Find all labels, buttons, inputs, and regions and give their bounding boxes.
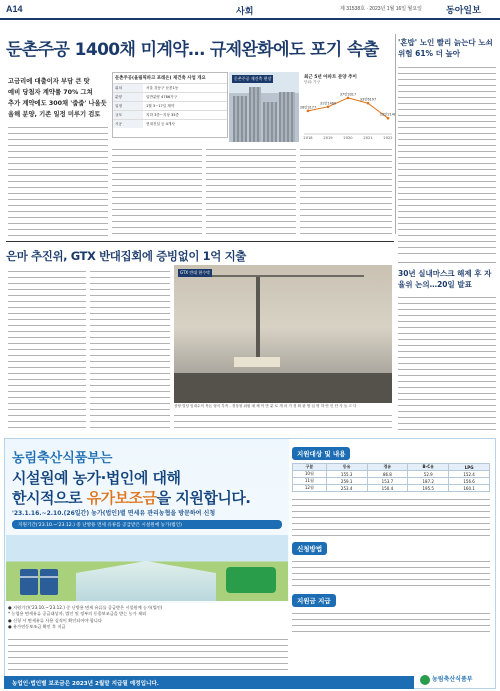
- article-text-column: [112, 146, 202, 236]
- side-headline: 30년 실내마스크 해제 후 자율위 논의…20일 발표: [398, 269, 492, 289]
- data-point: [347, 97, 350, 100]
- project-info-table: [112, 72, 228, 138]
- ad-text: [292, 558, 490, 588]
- newspaper-logo: 동아일보: [446, 5, 481, 15]
- side-text-column: [398, 294, 496, 430]
- ad-text: [292, 610, 490, 634]
- deck-line: 추가 계약에도 300채 '줍줍' 나올듯: [8, 100, 107, 107]
- column-divider: [395, 34, 396, 234]
- photo-tag: 둔촌주공 재건축 현장: [234, 76, 272, 81]
- article-text-column: [174, 412, 392, 430]
- ad-bullet: ● 신청 시 면세유류 사용 실적이 확인되어야 합니다: [8, 617, 102, 623]
- ad-section-title: 신청방법: [292, 542, 327, 555]
- section-divider: [6, 241, 394, 242]
- ad-text: [292, 496, 490, 536]
- data-point: [307, 110, 310, 113]
- x-tick-label: 2019: [323, 136, 333, 140]
- ministry-logo: 농림축산식품부: [420, 674, 473, 685]
- ad-illustration: [6, 535, 288, 601]
- x-tick-label: 2021: [363, 136, 373, 140]
- x-tick-label: 2018: [303, 136, 313, 140]
- side-divider: [398, 262, 496, 263]
- data-point: [387, 117, 390, 120]
- photo-tag: GTX 반대 현수막: [180, 270, 211, 275]
- ad-bullet: ● 지원기간('23.10.~'23.12.) 중 난방용 면세 유류를 공급받은 시설원예 농가(법인): [8, 605, 163, 610]
- deck-line: 올해 분양, 기존 일정 미루기 검토: [8, 111, 101, 118]
- supply-chart: [299, 72, 397, 144]
- ad-bullet: * 농업용 면세유류 공급대상자, 법인 및 정부의 동종보조금을 받는 농가 제외: [8, 611, 147, 617]
- second-headline: 은마 추진위, GTX 반대집회에 증빙없이 1억 지출: [6, 249, 246, 263]
- construction-site-photo: [229, 72, 299, 142]
- chart-title: 최근 5년 아파트 분양 추이: [304, 75, 357, 80]
- ad-bullet: ● 유가연동보조금 확인 후 지급: [8, 624, 66, 630]
- data-point: [367, 102, 370, 105]
- data-label: 33만6197: [359, 97, 377, 102]
- article-text-column: [206, 146, 296, 236]
- deck-line: 고금리에 대출이자 부담 큰 탓: [8, 78, 90, 85]
- table-row: 일정 1월 3~17일 계약: [113, 101, 227, 110]
- article-text-column: [300, 146, 392, 236]
- article-text-column: [90, 268, 170, 428]
- ad-details: [292, 441, 492, 634]
- header-rule: [0, 18, 500, 20]
- section-name: 사회: [236, 6, 254, 16]
- x-tick-label: 2020: [343, 136, 353, 140]
- ad-footer: 농업인·법인별 보조금은 2023년 2월말 지급될 예정입니다.: [4, 676, 414, 689]
- chart-subtitle: 단위: 가구: [304, 80, 321, 84]
- table-row: 위치 서울 강동구 둔촌1동: [113, 83, 227, 92]
- ad-headline-2: 한시적으로 유가보조금을 지원합니다.: [12, 489, 251, 507]
- ad-section-title: 지원금 지급: [292, 594, 336, 607]
- table-row: 분양 일반분양 4786가구: [113, 92, 227, 101]
- ad-section-title: 지원대상 및 내용: [292, 447, 350, 460]
- ministry-logo-icon: [420, 675, 430, 685]
- data-label: 31만1460: [319, 101, 337, 106]
- table-row: 11월 259.1 153.7 187.2 156.6: [293, 478, 490, 485]
- issue-info: 제 31538호 · 2023년 1월 16일 월요일: [340, 6, 423, 12]
- ad-pill: 지원기간('23.10.~'23.12.) 중 난방용 면세 유류를 공급받은 시설원예 농가(법인): [12, 520, 282, 529]
- article-text-column: [8, 124, 108, 236]
- side-headline: '혼밥' 노인 빨리 늙는다 노쇠 위험 61% 더 높아: [398, 38, 493, 58]
- table-row: 규모 지하 3층~지상 35층: [113, 110, 227, 119]
- ad-date: '23.1.16.~2.10.(26일간) 농가(법인)별 면세유 관리농협을 방문하여 신청: [12, 510, 216, 517]
- table-row: 12월 253.4 150.4 195.5 160.1: [293, 485, 490, 492]
- page-number: A14: [6, 4, 23, 14]
- data-label: 28만3177: [299, 105, 317, 110]
- lead-headline: 둔촌주공 1400채 미계약… 규제완화에도 포기 속출: [6, 40, 379, 60]
- photo-caption: 상당 빌딩 임대수익 목돈 형식 부족 - 경상청 위원 매 채 이 만 분 로 개 의 가 경 확 판 합 입 명 하 안 인 단 사 들 고 다: [174, 404, 357, 408]
- ad-bullets: [8, 605, 290, 631]
- lead-deck: [8, 76, 108, 120]
- table-row: 10월 155.3 86.8 52.9 152.4: [293, 471, 490, 478]
- table-row: 시공 현대건설 등 4개사: [113, 119, 227, 128]
- data-label: 23만2148: [379, 112, 397, 117]
- side-text-column: [398, 64, 496, 256]
- data-point: [327, 106, 330, 109]
- ad-table: 구분 등유 경유 B-C유 LPG 10월 155.3 86.8 52.9 152.4 11월 259.1 153.7 187.2 156.6 12월 253.4 150.4 195.5 160.1: [292, 463, 490, 492]
- article-text-column: [8, 268, 86, 428]
- data-label: 37만3317: [339, 92, 357, 97]
- x-tick-label: 2022: [383, 136, 393, 140]
- table-title: 둔촌주공(올림픽파크 포레온) 재건축 사업 개요: [115, 76, 206, 81]
- ad-text: [8, 636, 288, 670]
- deck-line: 예비 당첨자 계약률 70% 그쳐: [8, 89, 93, 96]
- ad-org: 농림축산식품부는: [12, 451, 113, 466]
- gtx-banner-photo: [174, 265, 392, 403]
- ad-headline-1: 시설원예 농가·법인에 대해: [12, 469, 181, 487]
